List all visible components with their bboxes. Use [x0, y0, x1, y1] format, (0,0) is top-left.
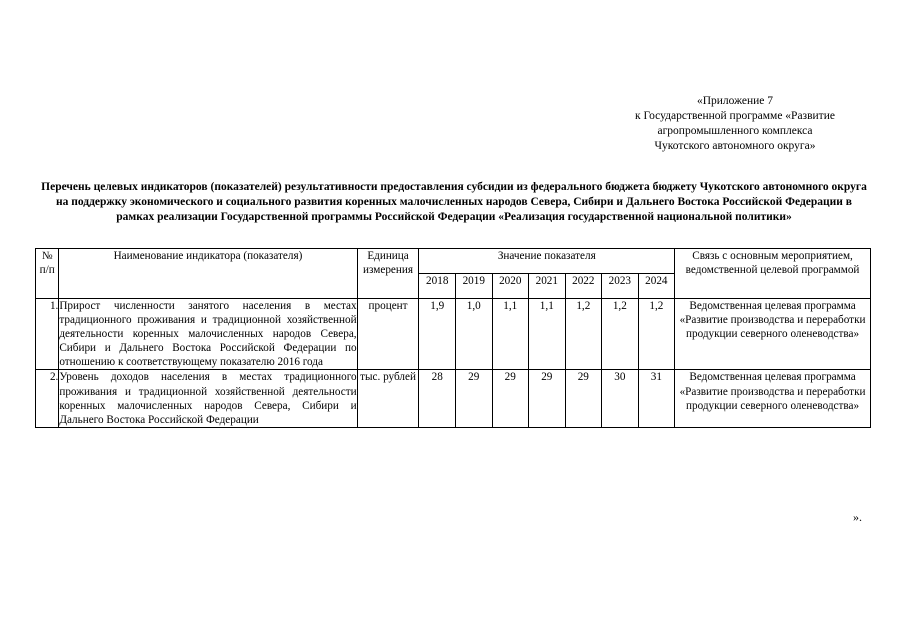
appendix-line: «Приложение 7 — [696, 95, 774, 107]
value-cell: 29 — [456, 370, 493, 427]
header-year: 2023 — [602, 274, 639, 299]
link-cell: Ведомственная целевая программа «Развитие производства и переработки продукции северного оленеводства» — [675, 370, 871, 427]
table-row — [36, 299, 871, 370]
row-number: 1. — [36, 299, 59, 370]
value-cell: 30 — [602, 370, 639, 427]
header-year: 2022 — [565, 274, 602, 299]
unit-cell: процент — [357, 299, 419, 370]
value-cell: 1,9 — [419, 299, 456, 370]
value-cell: 1,1 — [492, 299, 529, 370]
unit-cell: тыс. рублей — [357, 370, 419, 427]
appendix-line: Чукотского автономного округа» — [654, 140, 816, 152]
header-name: Наименование индикатора (показателя) — [59, 249, 357, 299]
closing-quote: ». — [853, 510, 862, 524]
value-cell: 29 — [565, 370, 602, 427]
header-year: 2021 — [529, 274, 566, 299]
document-title: Перечень целевых индикаторов (показателей) результативности предоставления субсидии из федерального бюджета бюджету Чукотского автономного округа на поддержку экономического и социального развития коренных малочисленных народов Севера, Сибири и Дальнего Востока Российской Федерации в рамках реализации Государственной программы Российской Федерации «Реализация государственной национальной политики» — [41, 181, 867, 223]
indicators-table — [35, 248, 871, 428]
header-year: 2018 — [419, 274, 456, 299]
value-cell: 29 — [492, 370, 529, 427]
value-cell: 1,2 — [638, 299, 675, 370]
header-num: № п/п — [36, 249, 59, 299]
indicator-name: Прирост численности занятого населения в местах традиционного проживания и традиционной хозяйственной деятельности коренных малочисленных народов Севера, Сибири и Дальнего Востока Российской Федерации по отношению к соответствующему показателю 2016 года — [59, 300, 357, 369]
indicator-name: Уровень доходов населения в местах традиционного проживания и традиционной хозяйственной деятельности коренных малочисленных народов Севера, Сибири и Дальнего Востока Российской Федерации — [59, 371, 357, 426]
header-values: Значение показателя — [419, 249, 675, 274]
value-cell: 1,1 — [529, 299, 566, 370]
value-cell: 1,2 — [602, 299, 639, 370]
table-row — [36, 370, 871, 427]
header-unit: Единица измерения — [357, 249, 419, 299]
value-cell: 31 — [638, 370, 675, 427]
value-cell: 29 — [529, 370, 566, 427]
row-number: 2. — [36, 370, 59, 427]
value-cell: 28 — [419, 370, 456, 427]
appendix-line: к Государственной программе «Развитие — [635, 110, 835, 122]
value-cell: 1,0 — [456, 299, 493, 370]
header-year: 2019 — [456, 274, 493, 299]
header-year: 2020 — [492, 274, 529, 299]
appendix-note — [590, 94, 880, 154]
header-link: Связь с основным мероприятием, ведомственной целевой программой — [675, 249, 871, 299]
value-cell: 1,2 — [565, 299, 602, 370]
header-year: 2024 — [638, 274, 675, 299]
appendix-line: агропромышленного комплекса — [657, 125, 813, 137]
link-cell: Ведомственная целевая программа «Развитие производства и переработки продукции северного оленеводства» — [675, 299, 871, 370]
